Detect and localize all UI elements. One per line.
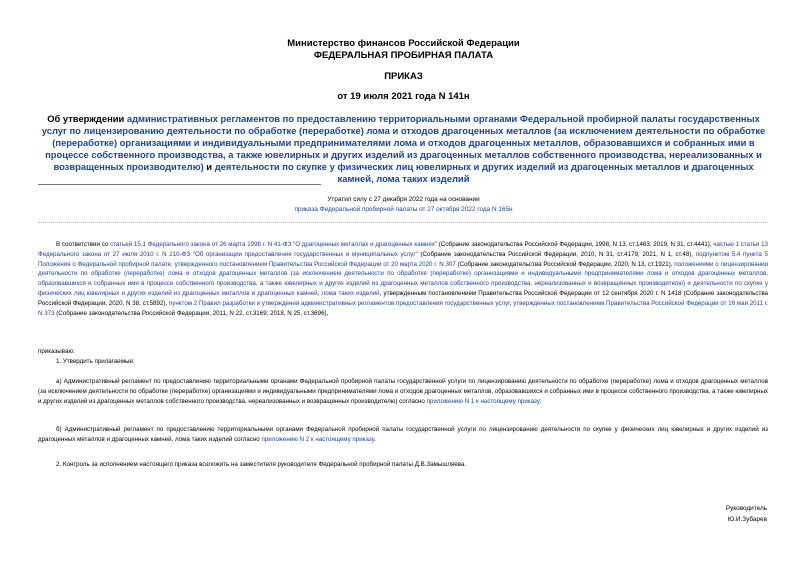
signer-role: Руководитель bbox=[725, 505, 767, 512]
document-date-number: от 19 июля 2021 года N 141н bbox=[337, 91, 470, 102]
preamble-text: (Собрание законодательства Российской Федерации, 2010, N 31, ст.4179; 2021, N 1, ст.48), bbox=[417, 250, 696, 258]
title-link-regulations[interactable]: административных регламентов по предоставлению территориальными органами Федеральной пробирной палаты государственных услуг по лицензированию деятельности по обработке (переработке) лома и отходов драгоценных металлов (за исключением деятельности по обработке (переработке) организациями и индивидуальными предпринимателями лома и отходов драгоценных металлов, образовавшихся и собранных ими в процессе собственного производства, а также ювелирных и других изделий из драгоценных металлов собственного производства, нереализованных и возвращенных производителю) bbox=[41, 113, 766, 172]
preamble-text: (Собрание законодательства Российской Федерации, 1998, N 13, ст.1463; 2019, N 31, ст.4441), bbox=[436, 241, 714, 248]
divider-line bbox=[38, 184, 321, 185]
link-licensing-regulations[interactable]: положениями о лицензировании деятельности по обработке (переработке) лома и отходов драгоценных металлов (за исключением деятельности по обработке (переработке) организациями и индивидуальными предпринимателями лома и отходов драгоценных металлов, образовавшихся и собранных ими в процессе собственного производства, а также ювелирных и других изделий из драгоценных металлов собственного производства, нереализованных и возвращенных производителю) и деятельности по скупке у физических лиц ювелирных и других изделий из драгоценных металлов и драгоценных камней, лома таких изделий bbox=[38, 260, 768, 297]
link-appendix-1[interactable]: приложению N 1 к настоящему приказу bbox=[426, 397, 540, 405]
signature-block bbox=[726, 503, 767, 525]
title-middle: и bbox=[203, 161, 215, 172]
item-a bbox=[38, 377, 768, 406]
item-1: 1. Утвердить прилагаемые: bbox=[56, 358, 135, 365]
orders-text: приказываю: bbox=[38, 348, 75, 355]
preamble-text: , утвержденным постановлением Правительства Российской Федерации от 12 сентября 2020 г. N 1418 (Собрание законодательства Российской Федерации, 2020, N 38, ст.5892), bbox=[38, 289, 768, 307]
chamber-name: ФЕДЕРАЛЬНАЯ ПРОБИРНАЯ ПАЛАТА bbox=[313, 50, 494, 61]
lost-force-link[interactable]: приказа Федеральной пробирной палаты от 27 октября 2022 года N 165н bbox=[294, 206, 513, 213]
preamble-paragraph bbox=[38, 240, 768, 318]
link-law-41fz[interactable]: статьей 15.1 Федерального закона от 26 марта 1998 г. N 41-ФЗ "О драгоценных металлах и драгоценных камнях" bbox=[110, 241, 437, 248]
item-b bbox=[38, 425, 768, 445]
title-prefix: Об утверждении bbox=[47, 113, 127, 124]
item-b-text: б) Административный регламент по предоставлению территориальными органами Федеральной пробирной палаты государственной услуги по лицензированию деятельности по скупке у физических лиц ювелирных и других изделий из драгоценных металлов и драгоценных камней, лома таких изделий согласно bbox=[38, 426, 768, 443]
link-decree-307[interactable]: подпунктом 5.4 пункта 5 Положения о Федеральной пробирной палате, утвержденного постановлением Правительства Российской Федерации от 20 марта 2020 г. N 307 bbox=[38, 250, 768, 268]
document-title bbox=[40, 113, 767, 185]
preamble-text: В соответствии со bbox=[56, 241, 111, 248]
document-type: ПРИКАЗ bbox=[384, 71, 423, 82]
link-appendix-2[interactable]: приложению N 2 к настоящему приказу bbox=[261, 435, 375, 443]
preamble-text: (Собрание законодательства Российской Федерации, 2020, N 13, ст.1921), bbox=[455, 260, 675, 268]
divider-dotted bbox=[38, 222, 768, 223]
item-a-text: ; bbox=[539, 397, 542, 405]
title-link-purchase[interactable]: деятельности по скупке у физических лиц ювелирных и других изделий из драгоценных металлов и драгоценных камней, лома таких изделий bbox=[214, 161, 754, 184]
link-rules-373[interactable]: пунктом 2 Правил разработки и утверждения административных регламентов предоставления государственных услуг, утвержденных постановлением Правительства Российской Федерации от 16 мая 2011 г. N 373 bbox=[38, 299, 769, 317]
link-law-210fz[interactable]: частью 1 статьи 13 Федерального закона от 27 июля 2010 г. N 210-ФЗ "Об организации предоставления государственных и муниципальных услуг" bbox=[38, 241, 768, 258]
lost-force-text: Утратил силу с 27 декабря 2022 года на основании bbox=[327, 196, 480, 203]
item-2: 2. Контроль за исполнением настоящего приказа возложить на заместителя руководителя Федеральной пробирной палаты Д.В.Замышляева. bbox=[56, 461, 467, 468]
lost-force-notice bbox=[0, 195, 807, 215]
signer-name: Ю.И.Зубарев bbox=[727, 516, 767, 523]
item-a-text: а) Административный регламент по предоставлению территориальными органами Федеральной пробирной палаты государственной услуги по лицензированию деятельности по обработке (переработке) лома и отходов драгоценных металлов (за исключением деятельности по обработке (переработке) организациями и индивидуальными предпринимателями лома и отходов драгоценных металлов, образовавшихся и собранных ими в процессе собственного производства, а также ювелирных и других изделий из драгоценных металлов собственного производства, нереализованных и возвращенных производителю) согласно bbox=[38, 378, 768, 405]
ministry-name: Министерство финансов Российской Федерации bbox=[287, 38, 520, 49]
document-header bbox=[0, 38, 807, 62]
preamble-text: (Собрание законодательства Российской Федерации, 2011, N 22, ст.3169; 2018, N 25, ст.3696), bbox=[54, 309, 329, 317]
item-b-text: . bbox=[374, 435, 376, 443]
